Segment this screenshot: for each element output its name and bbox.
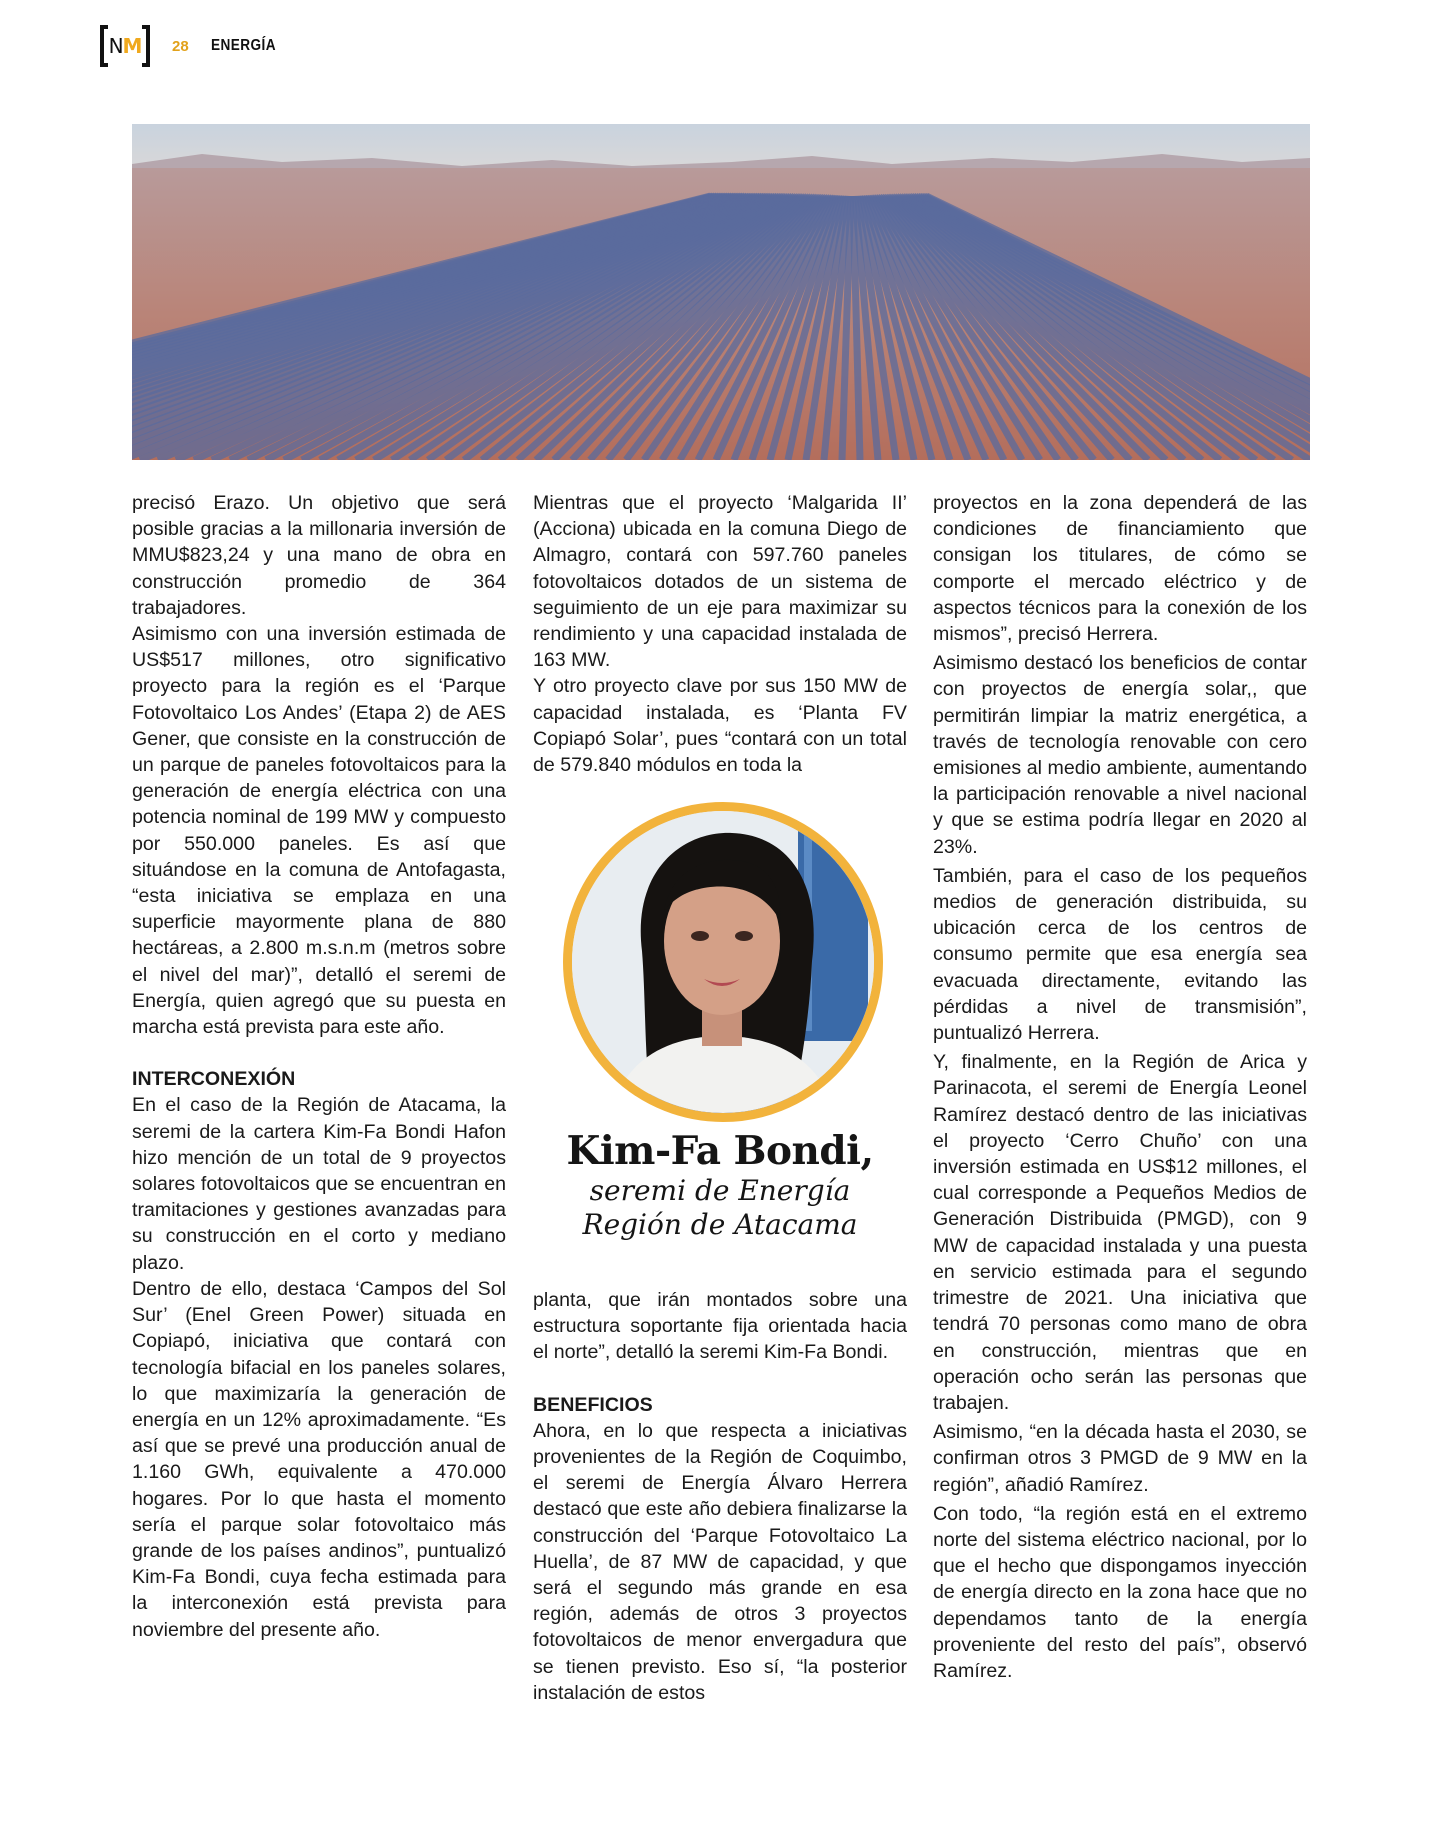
magazine-logo: NM (100, 25, 150, 67)
caption-role: seremi de Energía (589, 1174, 851, 1207)
paragraph: También, para el caso de los pequeños medios de generación distribuida, su ubicación cerca de los centros de consumo permite que esa energía sea evacuada directamente, evitando las pérdidas a nivel de transmisión”, puntualizó Herrera. (933, 864, 1307, 1045)
article-column-2-continued (533, 1287, 907, 1706)
paragraph: Dentro de ello, destaca ‘Campos del Sol Sur’ (Enel Green Power) situada en Copiapó, iniciativa que contará con tecnología bifacial en los paneles solares, lo que maximizaría la generación de energía en un 12% aproximadamente. “Es así que se prevé una producción anual de 1.160 GWh, equivalente a 470.000 hogares. Por lo que hasta el momento sería el parque solar fotovoltaico más grande de los países andinos”, puntualizó Kim-Fa Bondi, cuya fecha estimada para la interconexión está prevista para noviembre del presente año. (132, 1277, 506, 1641)
caption-region: Región de Atacama (582, 1208, 858, 1241)
portrait-photo (563, 802, 883, 1122)
section-title: ENERGÍA (210, 37, 276, 54)
portrait-caption (533, 1128, 907, 1242)
paragraph: Y, finalmente, en la Región de Arica y Parinacota, el seremi de Energía Leonel Ramírez destacó dentro de las iniciativas el proyecto ‘Cerro Chuño’ con una inversión estimada en US$12 millones, el cual corresponde a Pequeños Medios de Generación Distribuida (PMGD), con 9 MW de capacidad instalada y una puesta en servicio estimada para el segundo trimestre de 2021. Una iniciativa que tendrá 70 personas como mano de obra en construcción, mientras que en operación ocho serán las personas que trabajen. (933, 1051, 1307, 1414)
paragraph: En el caso de la Región de Atacama, la seremi de la cartera Kim-Fa Bondi Hafon hizo mención de un total de 9 proyectos solares fotovoltaicos que se encuentran en tramitaciones y gestiones avanzadas para su construcción en el corto y mediano plazo. (132, 1094, 506, 1274)
paragraph: Asimismo, “en la década hasta el 2030, se confirman otros 3 PMGD de 9 MW en la región”, añadió Ramírez. (933, 1421, 1307, 1496)
article-column-3 (933, 490, 1307, 1687)
paragraph: Asimismo destacó los beneficios de contar con proyectos de energía solar,, que permitirán limpiar la matriz energética, a través de tecnología renovable con cero emisiones al medio ambiente, aumentando la participación renovable a nivel nacional y que se estima podría llegar en 2020 al 23%. (933, 652, 1307, 858)
paragraph: precisó Erazo. Un objetivo que será posible gracias a la millonaria inversión de MMU$823,24 y una mano de obra en construcción promedio de 364 trabajadores. (132, 492, 506, 619)
paragraph: Con todo, “la región está en el extremo norte del sistema eléctrico nacional, por lo que el hecho que dispongamos inyección de energía directo en la zona hace que no dependamos tanto de la energía proveniente del resto del país”, observó Ramírez. (933, 1502, 1307, 1682)
paragraph: planta, que irán montados sobre una estructura soportante fija orientada hacia el norte”, detalló la seremi Kim-Fa Bondi. (533, 1289, 907, 1364)
page-number: 28 (172, 37, 189, 55)
caption-name: Kim-Fa Bondi, (566, 1128, 874, 1174)
subheading-interconexion: INTERCONEXIÓN (132, 1068, 296, 1091)
subheading-beneficios: BENEFICIOS (533, 1393, 653, 1416)
solar-farm-photo (132, 124, 1310, 460)
paragraph: Asimismo con una inversión estimada de US$517 millones, otro significativo proyecto para la región es el ‘Parque Fotovoltaico Los Andes’ (Etapa 2) de AES Gener, que consiste en la construcción de un parque de paneles fotovoltaicos para la generación de energía eléctrica con una potencia nominal de 199 MW y compuesto por 550.000 paneles. Es así que situándose en la comuna de Antofagasta, “esta iniciativa se emplaza en una superficie mayormente plana de 880 hectáreas, a 2.800 m.s.n.m (metros sobre el nivel del mar)”, detalló el seremi de Energía, quien agregó que su puesta en marcha está prevista para este año. (132, 623, 506, 1039)
page-header (100, 24, 287, 68)
paragraph: Y otro proyecto clave por sus 150 MW de capacidad instalada, es ‘Planta FV Copiapó Solar’, pues “contará con un total de 579.840 módulos en toda la (533, 675, 907, 777)
paragraph: Ahora, en lo que respecta a iniciativas provenientes de la Región de Coquimbo, el seremi de Energía Álvaro Herrera destacó que este año debiera finalizarse la construcción del ‘Parque Fotovoltaico La Huella’, de 87 MW de capacidad, y que será el segundo más grande en esa región, además de otros 3 proyectos fotovoltaicos de menor envergadura que se tienen previsto. Eso sí, “la posterior instalación de estos (533, 1419, 907, 1704)
paragraph: Mientras que el proyecto ‘Malgarida II’ (Acciona) ubicada en la comuna Diego de Almagro, contará con 597.760 paneles fotovoltaicos dotados de un sistema de seguimiento de un eje para maximizar su rendimiento y una capacidad instalada de 163 MW. (533, 492, 907, 672)
article-column-1 (132, 490, 506, 1643)
article-column-2 (533, 490, 907, 778)
paragraph: proyectos en la zona dependerá de las condiciones de financiamiento que consigan los titulares, de cómo se comporte el mercado eléctrico y de aspectos técnicos para la conexión de los mismos”, precisó Herrera. (933, 492, 1307, 646)
